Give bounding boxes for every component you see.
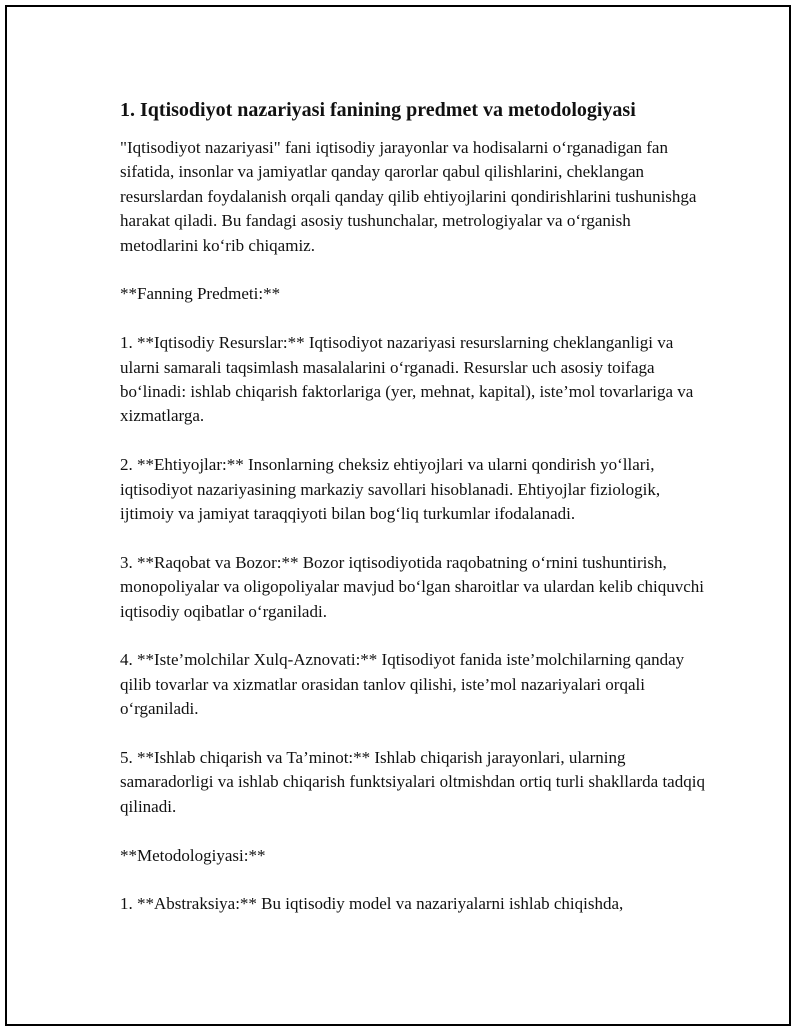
list-item-consumer-behavior: 4. **Iste’molchilar Xulq-Aznovati:** Iqtisodiyot fanida iste’molchilarning qanday qilib tovarlar va xizmatlar orasidan tanlov qilishi, iste’mol nazariyalari orqali o‘rganiladi. bbox=[120, 650, 685, 719]
list-item-needs: 2. **Ehtiyojlar:** Insonlarning cheksiz ehtiyojlari va ularni qondirish yo‘llari, iqtisodiyot nazariyasining markaziy savollari hisoblanadi. Ehtiyojlar fiziologik, ijtimoiy va jamiyat taraqqiyoti bilan bog‘liq turkumlar ifodalanadi. bbox=[120, 455, 661, 524]
subject-heading: **Fanning Predmeti:** bbox=[120, 284, 281, 304]
list-item-competition-market: 3. **Raqobat va Bozor:** Bozor iqtisodiyotida raqobatning o‘rnini tushuntirish, monopoliyalar va oligopoliyalar mavjud bo‘lgan sharoitlar va ulardan kelib chiquvchi iqtisodiy oqibatlar o‘rganiladi. bbox=[120, 552, 704, 621]
document-page bbox=[5, 5, 791, 1026]
list-item-abstraction: 1. **Abstraksiya:** Bu iqtisodiy model va nazariyalarni ishlab chiqishda, bbox=[120, 894, 624, 914]
list-item-resources: 1. **Iqtisodiy Resurslar:** Iqtisodiyot nazariyasi resurslarning cheklanganligi va ularni samarali taqsimlash masalalarini o‘rganadi. Resurslar uch asosiy toifaga bo‘linadi: ishlab chiqarish faktorlariga (yer, mehnat, kapital), iste’mol tovarlariga va xizmatlarga. bbox=[120, 333, 694, 426]
document-title: 1. Iqtisodiyot nazariyasi fanining predmet va metodologiyasi bbox=[120, 99, 636, 121]
document-body bbox=[120, 97, 710, 917]
list-item-production-supply: 5. **Ishlab chiqarish va Ta’minot:** Ishlab chiqarish jarayonlari, ularning samaradorligi va ishlab chiqarish funktsiyalari oltmishdan ortiq turli shakllarda tadqiq qilinadi. bbox=[120, 748, 705, 816]
intro-paragraph: "Iqtisodiyot nazariyasi" fani iqtisodiy jarayonlar va hodisalarni o‘rganadigan fan sifatida, insonlar va jamiyatlar qanday qarorlar qabul qilishlarini, cheklangan resurslardan foydalanish orqali qanday qilib ehtiyojlarini qondirishlarini tushunishga harakat qiladi. Bu fandagi asosiy tushunchalar, metrologiyalar va o‘rganish metodlarini ko‘rib chiqamiz. bbox=[120, 138, 697, 255]
methodology-heading: **Metodologiyasi:** bbox=[120, 845, 266, 865]
